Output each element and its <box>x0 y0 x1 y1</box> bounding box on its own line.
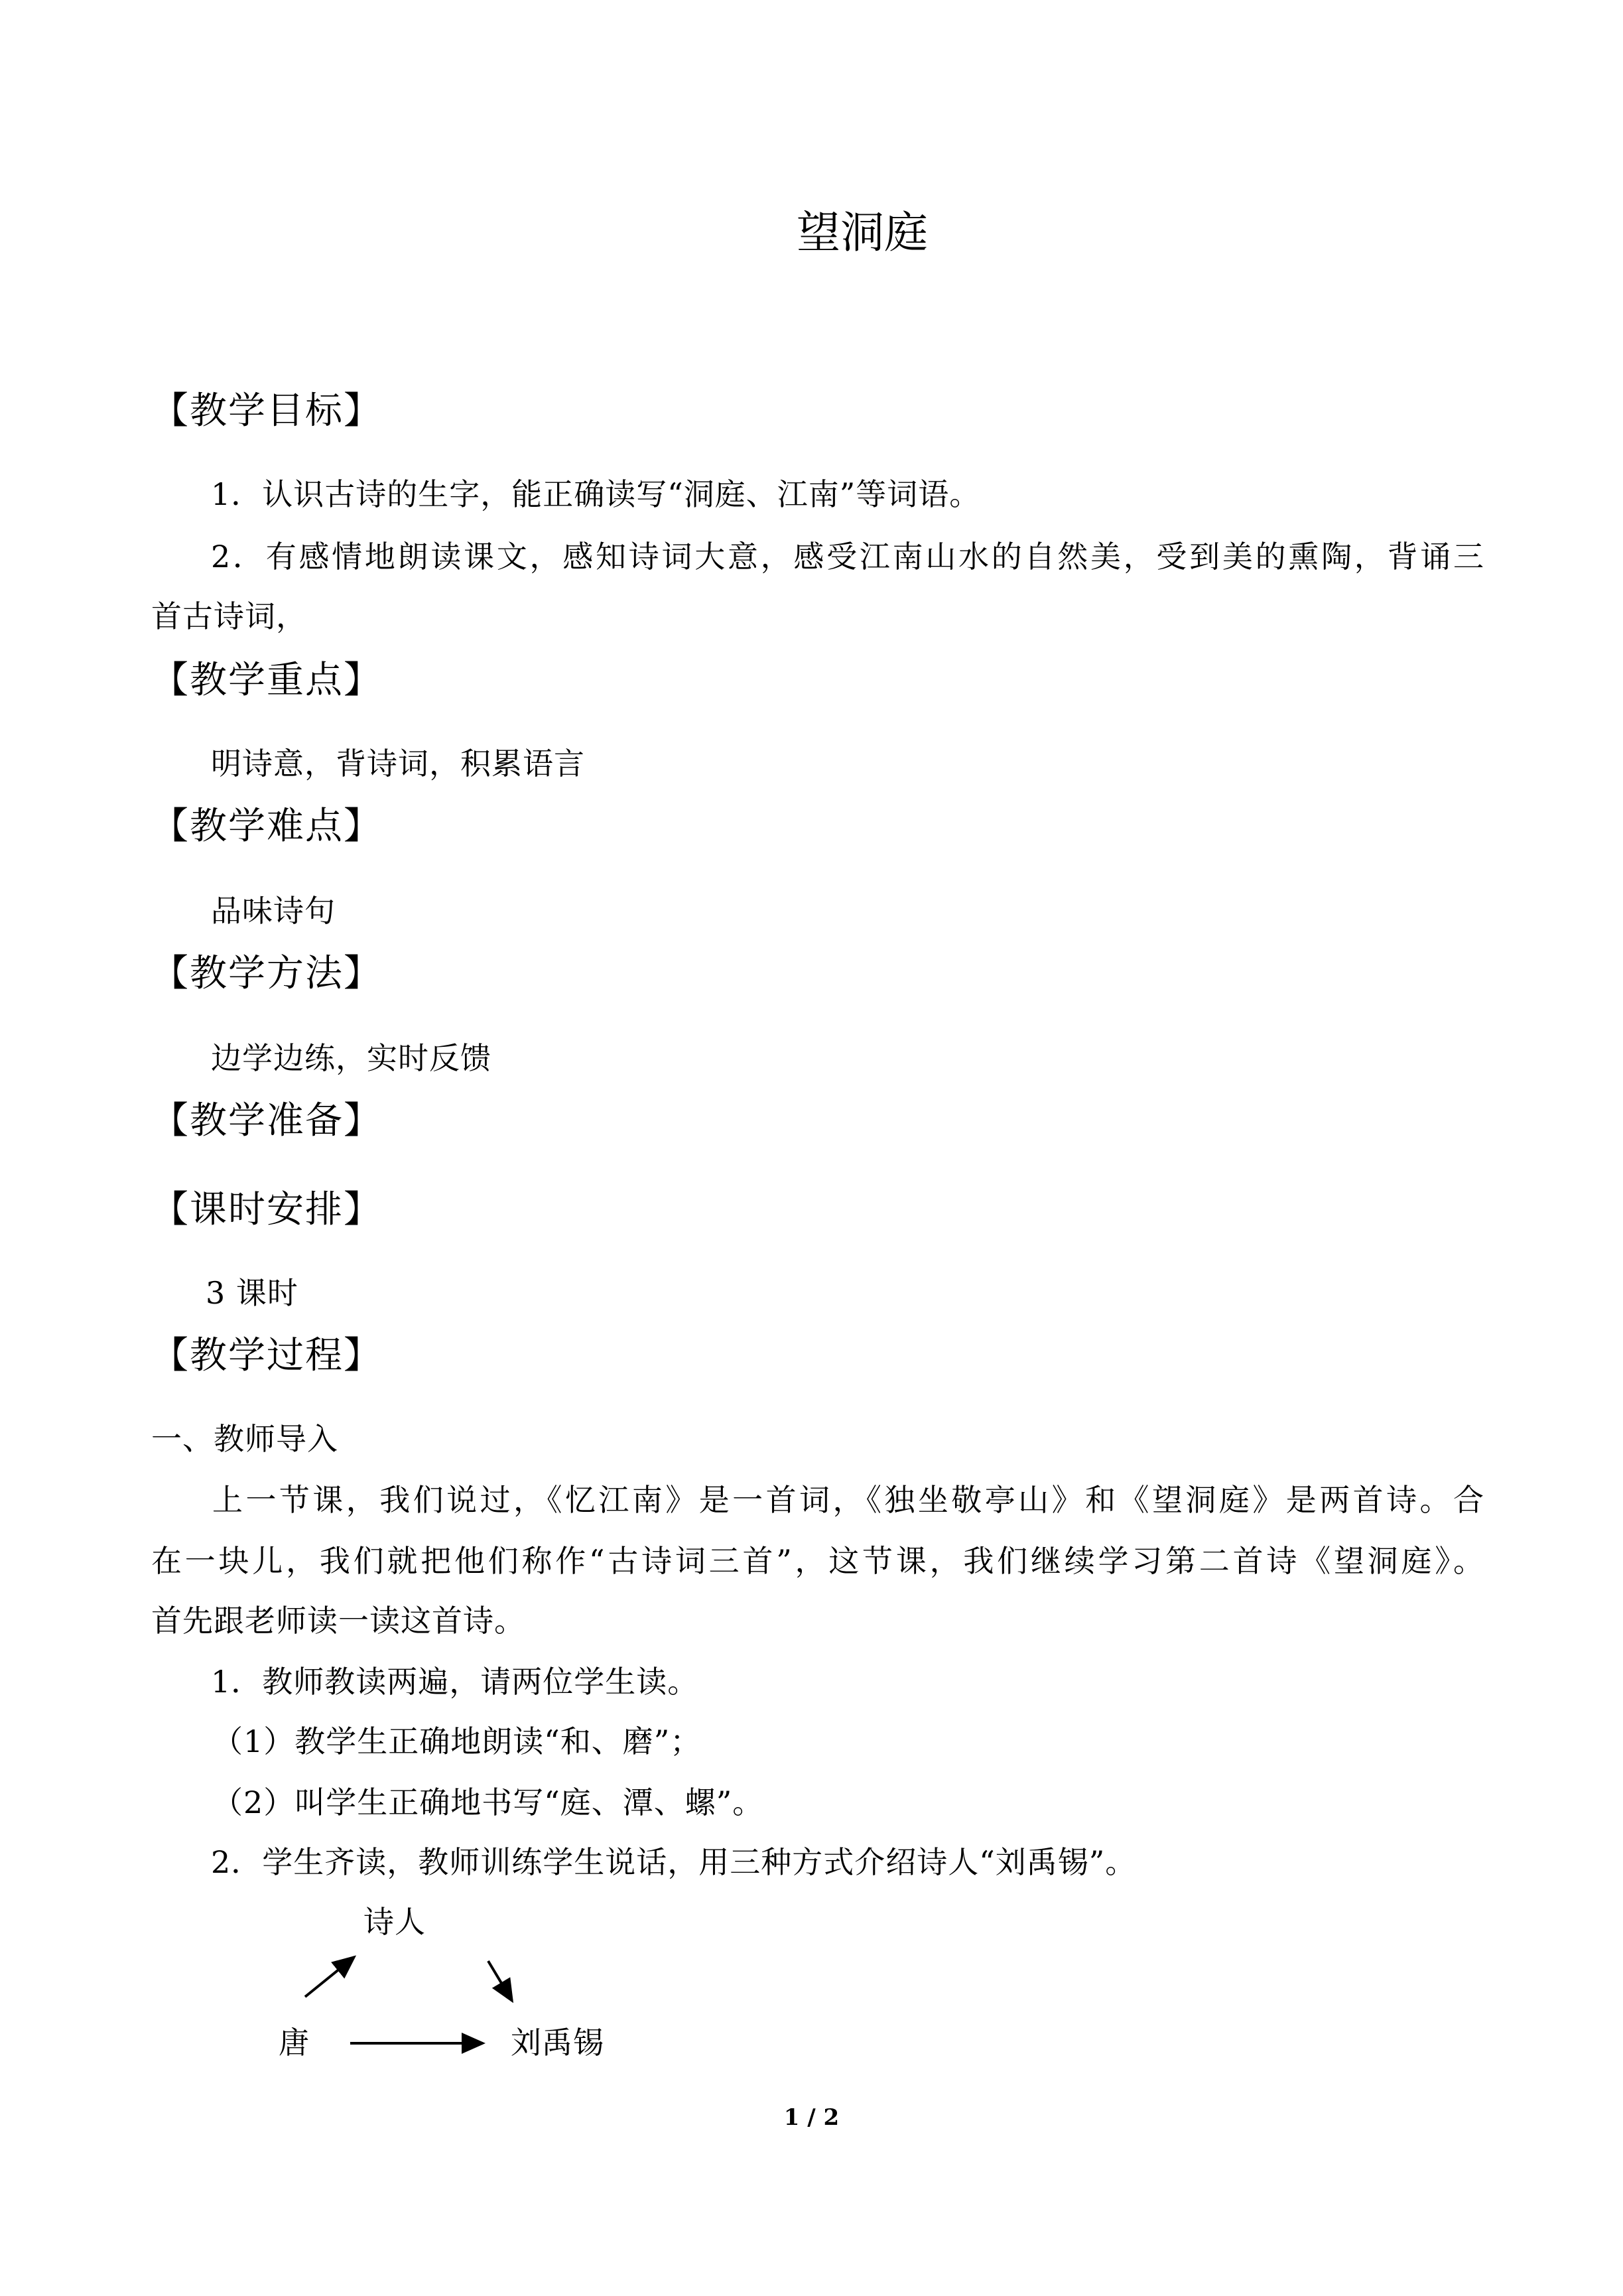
methods-text: 边学边练，实时反馈 <box>211 1040 491 1076</box>
process-item-1-sub-2: （2）叫学生正确地书写“庭、潭、螺”。 <box>212 1785 764 1820</box>
heading-key-points: 【教学重点】 <box>151 659 382 702</box>
heading-process: 【教学过程】 <box>151 1334 382 1377</box>
page-title: 望洞庭 <box>797 207 928 258</box>
diagram-label-liu-yuxi: 刘禹锡 <box>511 2025 604 2060</box>
heading-preparation: 【教学准备】 <box>151 1099 382 1142</box>
step-1-title: 一、教师导入 <box>151 1421 338 1457</box>
heading-schedule: 【课时安排】 <box>151 1188 382 1231</box>
goal-item-1: 1．认识古诗的生字，能正确读写“洞庭、江南”等词语。 <box>211 476 981 512</box>
key-points-text: 明诗意，背诗词，积累语言 <box>211 746 585 781</box>
heading-methods: 【教学方法】 <box>151 952 382 995</box>
intro-paragraph-line-2: 在一块儿，我们就把他们称作“古诗词三首”，这节课，我们继续学习第二首诗《望洞庭》。 <box>151 1543 1484 1579</box>
process-item-2: 2．学生齐读，教师训练学生说话，用三种方式介绍诗人“刘禹锡”。 <box>211 1844 1137 1880</box>
arrow-poet-to-liu <box>488 1961 512 2001</box>
process-item-1: 1．教师教读两遍，请两位学生读。 <box>211 1664 699 1700</box>
heading-difficulties: 【教学难点】 <box>151 805 382 848</box>
goal-item-2-line-2: 首古诗词， <box>151 598 307 634</box>
diagram-label-poet: 诗人 <box>363 1904 426 1940</box>
page-number: 1 / 2 <box>783 2104 840 2131</box>
intro-paragraph-line-3: 首先跟老师读一读这首诗。 <box>151 1603 525 1639</box>
heading-teaching-goals: 【教学目标】 <box>151 389 382 433</box>
process-item-1-sub-1: （1）教学生正确地朗读“和、磨”； <box>212 1723 702 1759</box>
diagram-label-tang: 唐 <box>279 2025 310 2060</box>
goal-item-2-line-1: 2．有感情地朗读课文，感知诗词大意，感受江南山水的自然美，受到美的熏陶，背诵三 <box>211 539 1484 574</box>
arrow-tang-to-poet <box>305 1957 354 1997</box>
difficulties-text: 品味诗句 <box>211 893 336 929</box>
intro-paragraph-line-1: 上一节课，我们说过，《忆江南》是一首词，《独坐敬亭山》和《望洞庭》是两首诗。合 <box>212 1482 1484 1518</box>
schedule-text: 3 课时 <box>206 1275 298 1311</box>
